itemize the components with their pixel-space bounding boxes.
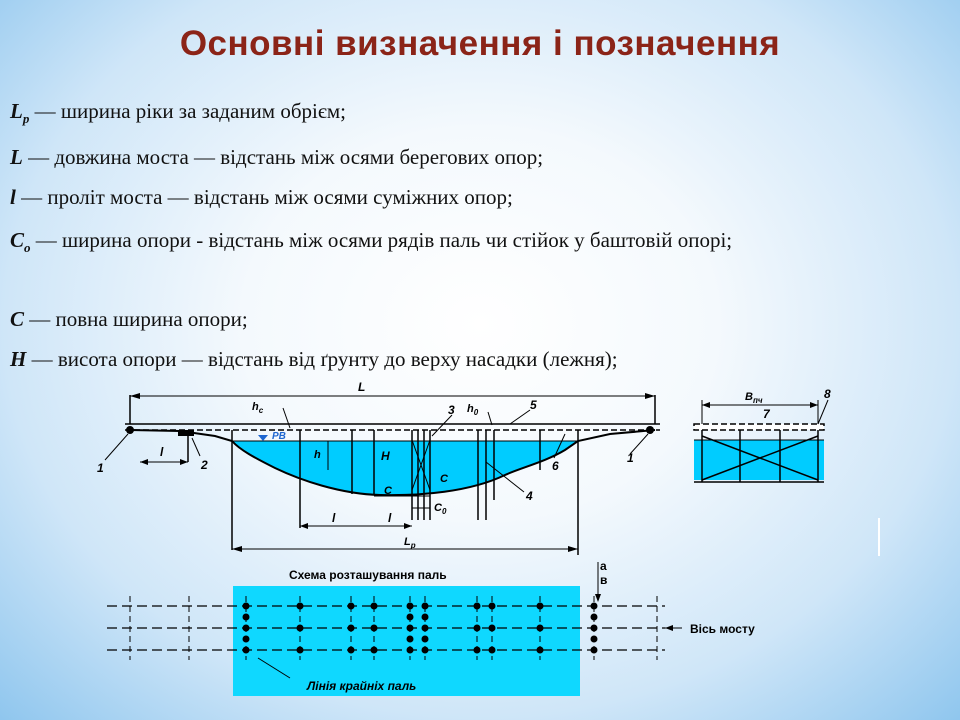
support-block	[178, 430, 194, 436]
page-title: Основні визначення і позначення	[179, 24, 781, 63]
definition-text: — проліт моста — відстань між осями суміжних опор;	[15, 185, 513, 209]
label-l-left: l	[160, 445, 164, 459]
label-C: C	[384, 485, 392, 497]
bank-support-right	[646, 426, 654, 434]
callout-6: 6	[552, 459, 559, 473]
symbol: H	[10, 347, 27, 371]
definition-text: — висота опори — відстань від ґрунту до верху насадки (лежня);	[26, 347, 618, 371]
symbol: C	[10, 307, 25, 331]
symbol: $C_о$	[10, 228, 31, 256]
callout-8: 8	[824, 387, 831, 401]
plan-title: Схема розташування паль	[289, 568, 447, 582]
axis-label: Вісь мосту	[690, 622, 755, 636]
river-water	[232, 441, 578, 495]
callout-1-left: 1	[97, 461, 104, 475]
definition-text: — повна ширина опори;	[24, 307, 248, 331]
water-level-marker	[258, 435, 268, 441]
definition-text: — довжина моста — відстань між осями берегових опор;	[22, 145, 544, 169]
label-H: H	[381, 449, 390, 463]
label-L: L	[358, 380, 366, 394]
symbol: $L_р$	[10, 99, 30, 127]
bank-support-left	[126, 426, 134, 434]
label-h0: $h_0$	[467, 403, 479, 417]
pile-plan	[107, 559, 755, 696]
tower-pier-section	[694, 387, 831, 482]
definition-text: — ширина опори - відстань між осями рядів паль чи стійок у баштовій опорі;	[30, 228, 733, 252]
definition-text: — ширина ріки за заданим обрієм;	[29, 99, 346, 123]
callout-2: 2	[201, 458, 208, 472]
callout-3: 3	[448, 403, 455, 417]
edge-line-label: Лінія крайніх паль	[307, 679, 417, 693]
callout-4: 4	[526, 489, 533, 503]
callout-1-right: 1	[627, 451, 634, 465]
callout-7: 7	[763, 407, 770, 421]
label-C0: $C_0$	[434, 502, 447, 516]
side-mark-b: в	[600, 573, 608, 587]
label-l-1: l	[332, 511, 336, 525]
label-hc: $h_c$	[252, 401, 264, 415]
label-pb: РВ	[272, 431, 286, 442]
callout-5: 5	[530, 398, 537, 412]
label-C-right: C	[440, 473, 448, 485]
label-l-2: l	[388, 511, 392, 525]
symbol: L	[10, 145, 23, 169]
label-h: h	[314, 449, 321, 461]
symbol: l	[10, 185, 16, 209]
label-Lp: $L_р$	[404, 536, 416, 550]
side-mark-a: a	[600, 559, 607, 573]
label-bpch: $В_{пч}$	[745, 391, 763, 405]
